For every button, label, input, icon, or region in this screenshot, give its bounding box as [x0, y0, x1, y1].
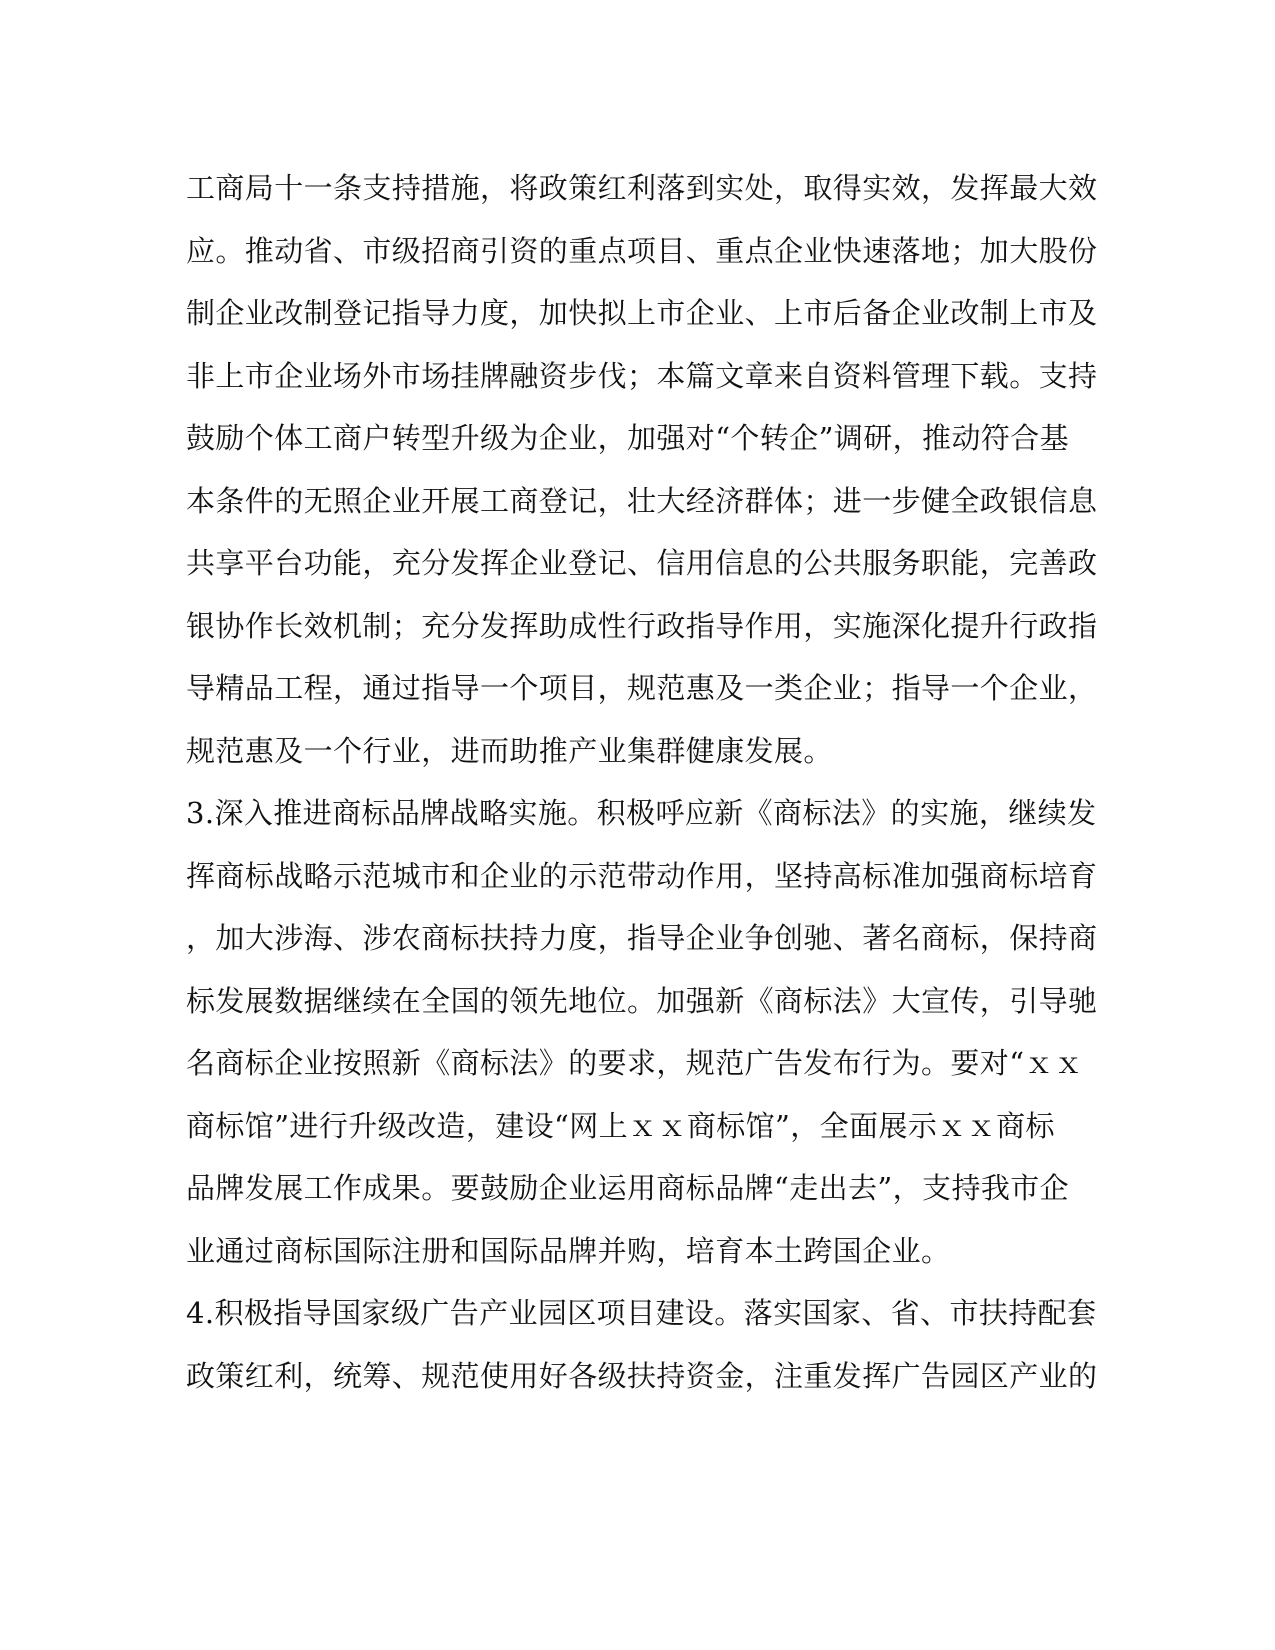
text-line: 应。推动省、市级招商引资的重点项目、重点企业快速落地；加大股份 [186, 233, 1098, 268]
text-line: 共享平台功能，充分发挥企业登记、信用信息的公共服务职能，完善政 [186, 546, 1098, 580]
text-line: 品牌发展工作成果。要鼓励企业运用商标品牌“走出去”，支持我市企 [186, 1171, 1070, 1205]
text-line: 业通过商标国际注册和国际品牌并购，培育本土跨国企业。 [186, 1233, 951, 1268]
text-line: 规范惠及一个行业，进而助推产业集群健康发展。 [186, 733, 833, 768]
text-line: ，加大涉海、涉农商标扶持力度，指导企业争创驰、著名商标，保持商 [186, 921, 1098, 955]
text-line: 导精品工程，通过指导一个项目，规范惠及一类企业；指导一个企业， [186, 671, 1098, 705]
text-line: 非上市企业场外市场挂牌融资步伐；本篇文章来自资料管理下载。支持 [186, 358, 1098, 393]
text-line: 挥商标战略示范城市和企业的示范带动作用，坚持高标准加强商标培育 [186, 858, 1098, 893]
text-line: 政策红利，统筹、规范使用好各级扶持资金，注重发挥广告园区产业的 [186, 1358, 1098, 1393]
text-line: 名商标企业按照新《商标法》的要求，规范广告发布行为。要对“ｘｘ [186, 1046, 1084, 1080]
text-line: 标发展数据继续在全国的领先地位。加强新《商标法》大宣传，引导驰 [186, 983, 1098, 1018]
document-body [186, 157, 1098, 1407]
text-line: 鼓励个体工商户转型升级为企业，加强对“个转企”调研，推动符合基 [186, 421, 1070, 455]
text-line: 商标馆”进行升级改造，建设“网上ｘｘ商标馆”，全面展示ｘｘ商标 [186, 1108, 1055, 1143]
section-3-heading-line: 3.深入推进商标品牌战略实施。积极呼应新《商标法》的实施，继续发 [186, 796, 1097, 830]
text-line: 银协作长效机制；充分发挥助成性行政指导作用，实施深化提升行政指 [186, 608, 1098, 643]
section-4-heading-line: 4.积极指导国家级广告产业园区项目建设。落实国家、省、市扶持配套 [186, 1296, 1097, 1330]
text-line: 本条件的无照企业开展工商登记，壮大经济群体；进一步健全政银信息 [186, 483, 1098, 518]
text-line: 制企业改制登记指导力度，加快拟上市企业、上市后备企业改制上市及 [186, 296, 1098, 330]
text-line: 工商局十一条支持措施，将政策红利落到实处，取得实效，发挥最大效 [186, 171, 1098, 205]
